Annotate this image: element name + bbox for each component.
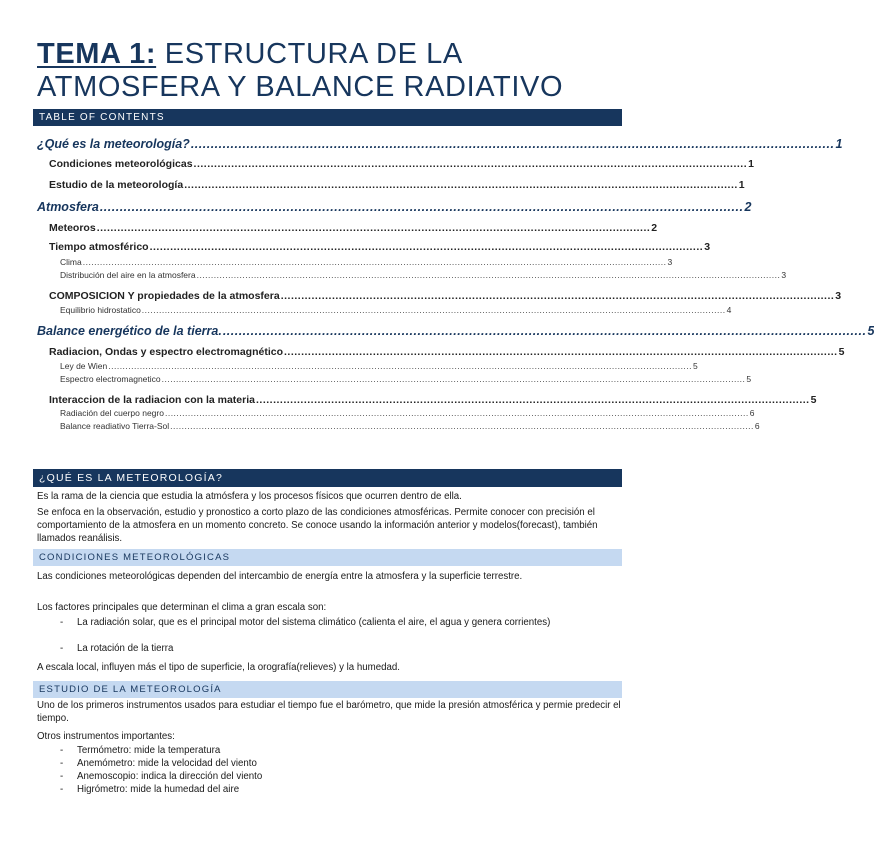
bullet-item: - La radiación solar, que es el principal motor del sistema climático (calienta el aire, el agua y genera corrientes) <box>60 617 551 628</box>
paragraph: Las condiciones meteorológicas dependen del intercambio de energía entre la atmosfera y la superficie terrestre. <box>37 571 523 582</box>
toc-entry[interactable]: Tiempo atmosférico .................................................................................................................................................................. 3 <box>49 241 711 253</box>
toc-entry[interactable]: Distribución del aire en la atmosfera ............................................................................................................................................................................................................ 3 <box>60 270 787 280</box>
bullet-item: - Anemoscopio: indica la dirección del viento <box>60 771 263 782</box>
paragraph: A escala local, influyen más el tipo de superficie, la orografía(relieves) y la humedad. <box>37 662 400 673</box>
bullet-item: - Termómetro: mide la temperatura <box>60 745 221 756</box>
toc-entry[interactable]: Interaccion de la radiacion con la materia .................................................................................................................................................................. 5 <box>49 394 817 406</box>
bullet-item: - Anemómetro: mide la velocidad del viento <box>60 758 257 769</box>
subheading-estudio: ESTUDIO DE LA METEOROLOGÍA <box>33 681 622 698</box>
toc-entry[interactable]: Balance readiativo Tierra-Sol ............................................................................................................................................................................................................ 6 <box>60 421 760 431</box>
document-title <box>37 38 637 104</box>
paragraph: Uno de los primeros instrumentos usados para estudiar el tiempo fue el barómetro, que mide la presión atmosférica y permie predecir el tiempo. <box>37 700 621 724</box>
section-heading-meteorologia: ¿QUÉ ES LA METEOROLOGÍA? <box>33 469 622 487</box>
toc-entry[interactable]: Estudio de la meteorología .................................................................................................................................................................. 1 <box>49 179 745 191</box>
subheading-condiciones: CONDICIONES METEOROLÓGICAS <box>33 549 622 566</box>
toc-entry[interactable]: Balance energético de la tierra. .................................................................................................................................................................. 5 <box>37 324 874 338</box>
toc-entry[interactable]: COMPOSICION Y propiedades de la atmosfera .................................................................................................................................................................. 3 <box>49 290 842 302</box>
toc-entry[interactable]: Clima ............................................................................................................................................................................................................ 3 <box>60 257 673 267</box>
bullet-item: - La rotación de la tierra <box>60 643 174 654</box>
paragraph: Es la rama de la ciencia que estudia la atmósfera y los procesos físicos que ocurren dentro de ella. <box>37 491 462 502</box>
toc-entry[interactable]: ¿Qué es la meteorología? .................................................................................................................................................................. 1 <box>37 137 843 151</box>
toc-entry[interactable]: Radiación del cuerpo negro ............................................................................................................................................................................................................ 6 <box>60 408 755 418</box>
toc-entry[interactable]: Espectro electromagnetico ............................................................................................................................................................................................................ 5 <box>60 374 752 384</box>
title-rest: ESTRUCTURA DE LA ATMOSFERA Y BALANCE RADIATIVO <box>37 38 564 103</box>
toc-entry[interactable]: Radiacion, Ondas y espectro electromagnético .................................................................................................................................................................. 5 <box>49 346 845 358</box>
paragraph: Los factores principales que determinan el clima a gran escala son: <box>37 602 327 613</box>
toc-entry[interactable]: Atmosfera .................................................................................................................................................................. 2 <box>37 200 752 214</box>
paragraph: Otros instrumentos importantes: <box>37 731 175 742</box>
toc-heading: TABLE OF CONTENTS <box>33 109 622 126</box>
toc-entry[interactable]: Condiciones meteorológicas .................................................................................................................................................................. 1 <box>49 158 754 170</box>
paragraph: Se enfoca en la observación, estudio y pronostico a corto plazo de las condiciones atmosféricas. Permite conocer con precisión el comportamiento de la atmosfera en un momento concreto. Se conoce usando la información anterior y modelos(forecast), también llamados reanálisis. <box>37 507 598 544</box>
toc-entry[interactable]: Equilibrio hidrostatico ............................................................................................................................................................................................................ 4 <box>60 305 732 315</box>
toc-entry[interactable]: Meteoros .................................................................................................................................................................. 2 <box>49 222 658 234</box>
title-lead: TEMA 1: <box>37 38 157 70</box>
toc-entry[interactable]: Ley de Wien ............................................................................................................................................................................................................ 5 <box>60 361 698 371</box>
bullet-item: - Higrómetro: mide la humedad del aire <box>60 784 240 795</box>
